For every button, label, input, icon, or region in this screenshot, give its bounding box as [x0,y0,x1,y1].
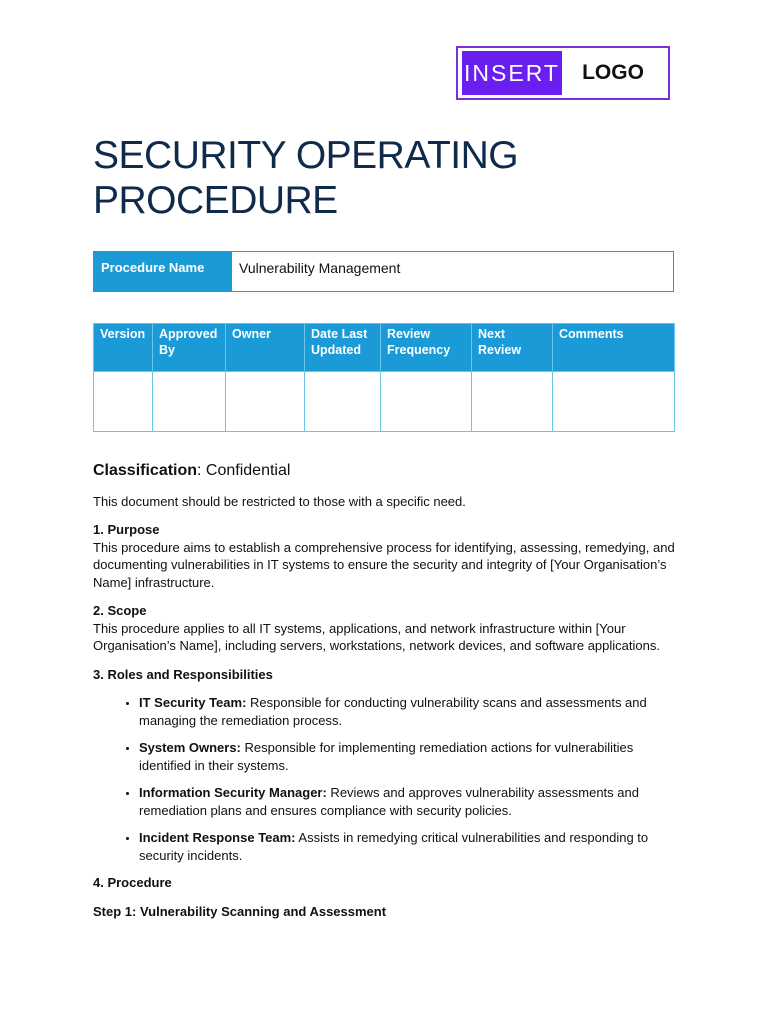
classification-label: Classification [93,462,198,479]
version-table-row [94,372,675,432]
role-name: System Owners: [139,740,241,755]
procedure-name-label: Procedure Name [94,252,232,291]
cell-owner [226,372,305,432]
role-name: Information Security Manager: [139,785,327,800]
role-name: IT Security Team: [139,695,247,710]
role-description: Reviews and approves vulnerability assessments and remediation plans and ensures compliance with security policies. [139,785,639,818]
classification-value: : Confidential [197,462,291,479]
list-item [139,829,678,864]
version-table-header-row [94,324,675,372]
title-line-1: SECURITY OPERATING [93,134,519,177]
document-title [93,133,693,223]
role-name: Incident Response Team: [139,830,296,845]
cell-approved-by [153,372,226,432]
purpose-heading: 1. Purpose [93,522,160,537]
version-table [93,323,675,432]
cell-version [94,372,153,432]
list-item [139,694,678,729]
procedure-name-value: Vulnerability Management [239,260,401,276]
classification [93,462,678,480]
logo-placeholder [456,46,670,100]
header-comments: Comments [553,324,675,372]
scope-section [93,602,678,655]
role-description: Responsible for conducting vulnerability scans and assessments and managing the remediation process. [139,695,647,728]
cell-date-last-updated [305,372,381,432]
roles-list [93,694,678,864]
scope-heading: 2. Scope [93,603,147,618]
header-next-review: Next Review [472,324,553,372]
header-version: Version [94,324,153,372]
role-description: Assists in remedying critical vulnerabilities and responding to security incidents. [139,830,649,863]
cell-comments [553,372,675,432]
header-owner: Owner [226,324,305,372]
title-line-2: PROCEDURE [93,179,338,222]
logo-insert-text: INSERT [462,51,562,95]
header-approved-by: Approved By [153,324,226,372]
list-item [139,784,678,819]
scope-text: This procedure applies to all IT systems, applications, and network infrastructure within [Your Organisation’s Name], including servers, workstations, network devices, and software applications. [93,620,660,653]
role-description: Responsible for implementing remediation actions for vulnerabilities identified in their systems. [139,740,634,773]
purpose-section [93,521,678,591]
step-1-heading: Step 1: Vulnerability Scanning and Assessment [93,903,387,919]
procedure-name-table [93,251,674,292]
cell-next-review [472,372,553,432]
cell-review-frequency [381,372,472,432]
header-review-frequency: Review Frequency [381,324,472,372]
logo-logo-text: LOGO [582,61,644,84]
document-body [93,462,678,931]
list-item [139,739,678,774]
restriction-note: This document should be restricted to those with a specific need. [93,493,466,509]
purpose-text: This procedure aims to establish a comprehensive process for identifying, assessing, remedying, and documenting vulnerabilities in IT systems to ensure the security and integrity of [Your Organisation’s Name] infrastructure. [93,539,675,590]
header-date-last-updated: Date Last Updated [305,324,381,372]
procedure-heading: 4. Procedure [93,875,172,890]
roles-heading: 3. Roles and Responsibilities [93,666,273,682]
